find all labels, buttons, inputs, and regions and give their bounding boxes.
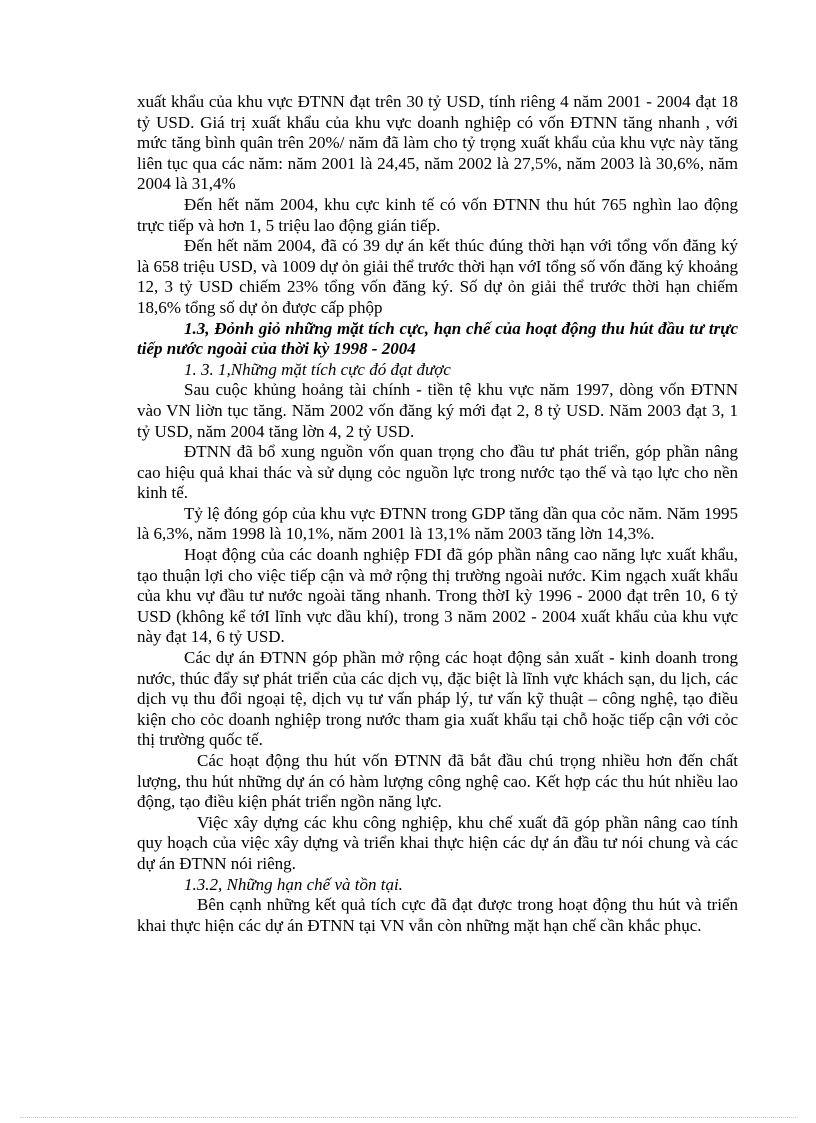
paragraph-services: Các dự án ĐTNN góp phần mở rộng các hoạt động sản xuất - kinh doanh trong nước, thúc đẩy sự phát triển của các dịch vụ, đặc biệt là lĩnh vực khách sạn, du lịch, các dịch vụ thu đổi ngoại tệ, dịch vụ tư vấn pháp lý, tư vấn kỹ thuật – công nghệ, tạo điều kiện cho cỏc doanh nghiệp trong nước tham gia xuất khẩu tại chỗ hoặc tiếp cận với cỏc thị trường quốc tế.	[137, 648, 738, 750]
paragraph-export-value: xuất khẩu của khu vực ĐTNN đạt trên 30 tỷ USD, tính riêng 4 năm 2001 - 2004 đạt 18 tỷ USD. Giá trị xuất khẩu của khu vực doanh nghiệp có vốn ĐTNN tăng nhanh , với mức tăng bình quân trên 20%/ năm đã làm cho tỷ trọng xuất khẩu của khu vực này tăng liên tục qua các năm: năm 2001 là 24,45, năm 2002 là 27,5%, năm 2003 là 30,6%, năm 2004 là 31,4%	[137, 92, 738, 194]
paragraph-gdp-share: Tỷ lệ đóng góp của khu vực ĐTNN trong GDP tăng dần qua cỏc năm. Năm 1995 là 6,3%, năm 1998 là 10,1%, năm 2001 là 13,1% năm 2003 tăng lờn 14,3%.	[137, 503, 738, 544]
paragraph-capital-supplement: ĐTNN đã bổ xung nguồn vốn quan trọng cho đầu tư phát triển, góp phần nâng cao hiệu quả khai thác và sử dụng cỏc nguồn lực trong nước tạo thế và tạo lực cho nền kinh tế.	[137, 442, 738, 503]
subsection-heading-1-3-1: 1. 3. 1,Những mặt tích cực đó đạt được	[184, 359, 451, 379]
paragraph-labor: Đến hết năm 2004, khu cực kinh tế có vốn ĐTNN thu hút 765 nghìn lao động trực tiếp và hơn 1, 5 triệu lao động gián tiếp.	[137, 194, 738, 235]
paragraph-limitations: Bên cạnh những kết quả tích cực đã đạt được trong hoạt động thu hút và triển khai thực hiện các dự án ĐTNN tại VN vẫn còn những mặt hạn chế cần khắc phục.	[137, 895, 738, 935]
paragraph-quality-focus: Các hoạt động thu hút vốn ĐTNN đã bắt đầu chú trọng nhiều hơn đến chất lượng, thu hút những dự án có hàm lượng công nghệ cao. Kết hợp các thu hút nhiều lao động, tạo điều kiện phát triển ngồn năng lực.	[137, 751, 738, 812]
document-page	[137, 92, 738, 936]
section-heading-1-3: 1.3, Đỏnh giỏ những mặt tích cực, hạn chế của hoạt động thu hút đầu tư trực tiếp nước ngoài của thời kỳ 1998 - 2004	[137, 318, 738, 359]
paragraph-projects-terminated: Đến hết năm 2004, đã có 39 dự án kết thúc đúng thời hạn với tổng vốn đăng ký là 658 triệu USD, và 1009 dự ỏn giải thể trước thời hạn vớI tổng số vốn đăng ký khoảng 12, 3 tỷ USD chiếm 23% tổng vốn đăng ký. Số dự ỏn giải thể trước thời hạn chiếm 18,6% tổng số dự ỏn được cấp phộp	[137, 236, 738, 317]
paragraph-industrial-zones: Việc xây dựng các khu công nghiệp, khu chế xuất đã góp phần nâng cao tính quy hoạch của việc xây dựng và triển khai thực hiện các dự án đầu tư nói chung và các dự án ĐTNN nói riêng.	[137, 812, 738, 873]
page-bottom-divider	[20, 1117, 796, 1118]
subsection-heading-1-3-2: 1.3.2, Những hạn chế và tồn tại.	[184, 874, 403, 894]
paragraph-after-crisis: Sau cuộc khủng hoảng tài chính - tiền tệ khu vực năm 1997, dòng vốn ĐTNN vào VN liờn tục tăng. Năm 2002 vốn đăng ký mới đạt 2, 8 tỷ USD. Năm 2003 đạt 3, 1 tỷ USD, năm 2004 tăng lờn 4, 2 tỷ USD.	[137, 380, 738, 441]
paragraph-fdi-export: Hoạt động của các doanh nghiệp FDI đã góp phần nâng cao năng lực xuất khẩu, tạo thuận lợi cho việc tiếp cận và mở rộng thị trường ngoài nước. Kim ngạch xuất khẩu của khu vự đầu tư nước ngoài tăng nhanh. Trong thờI kỳ 1996 - 2000 đạt trên 10, 6 tỷ USD (không kể tớI lĩnh vực dầu khí), trong 3 năm 2002 - 2004 xuất khẩu của khu vực này đạt 14, 6 tỷ USD.	[137, 545, 738, 647]
